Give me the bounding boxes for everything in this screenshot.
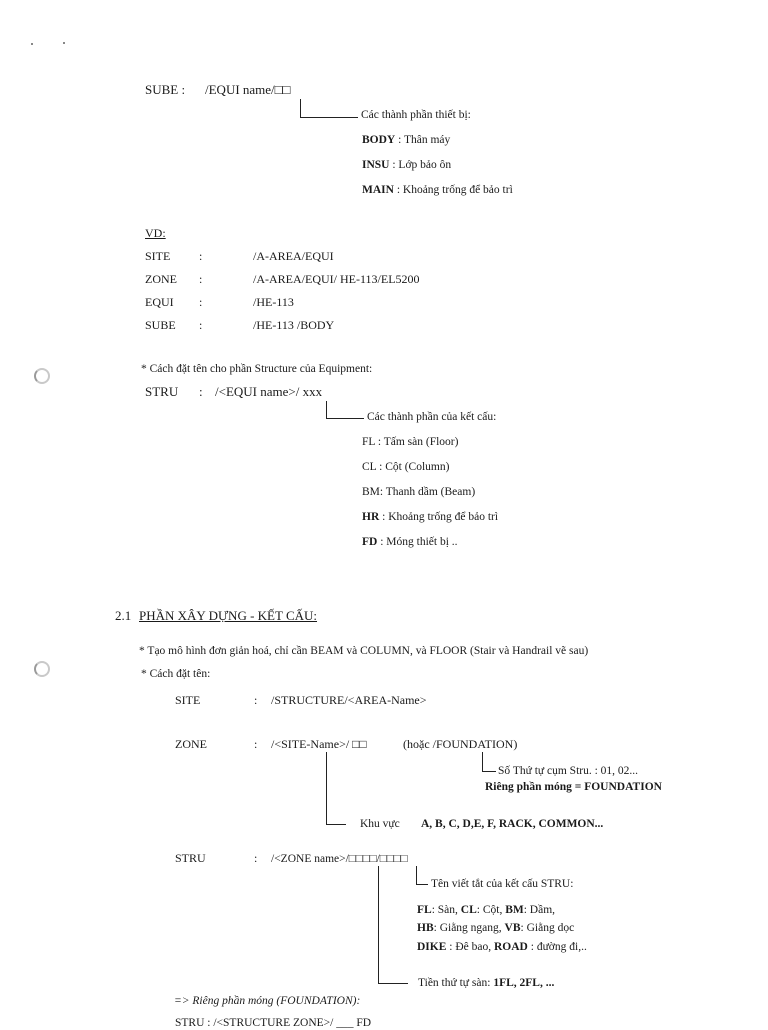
zone-foundation-note: Riêng phần móng = FOUNDATION bbox=[485, 781, 662, 793]
example-sep: : bbox=[199, 272, 203, 286]
cut-off-line: STRU : /<STRUCTURE ZONE>/ ___ FD bbox=[175, 1017, 372, 1029]
section-note-simplify: * Tạo mô hình đơn giản hoá, chỉ cần BEAM và COLUMN, và FLOOR (Stair và Handrail vẽ sau) bbox=[139, 645, 589, 657]
stru-abbr-line: HB: Giằng ngang, VB: Giằng dọc bbox=[417, 922, 575, 934]
stru-equip-item: CL : Cột (Column) bbox=[362, 461, 450, 473]
example-key: EQUI bbox=[145, 295, 174, 309]
sube-bracket-horizontal bbox=[300, 117, 358, 118]
example-value: /HE-113 /BODY bbox=[253, 318, 335, 332]
example-value: /HE-113 bbox=[253, 295, 294, 309]
zone-key: ZONE bbox=[175, 737, 207, 751]
stru-abbr-line: FL: Sàn, CL: Cột, BM: Dầm, bbox=[417, 904, 556, 916]
sube-pattern: /EQUI name/□□ bbox=[205, 82, 291, 97]
stru-value: /<ZONE name>/□□□□/□□□□ bbox=[271, 853, 408, 865]
stru-abbr-bracket-vertical bbox=[416, 866, 417, 885]
stru-equip-sep: : bbox=[199, 384, 203, 399]
stru-sep: : bbox=[254, 851, 258, 865]
stru-abbr-title: Tên viết tắt của kết cấu STRU: bbox=[431, 878, 574, 890]
stru-floor-bracket-horizontal bbox=[378, 983, 408, 984]
example-key: ZONE bbox=[145, 272, 177, 286]
zone-area-bracket-vertical bbox=[326, 752, 327, 825]
example-value: /A-AREA/EQUI/ HE-113/EL5200 bbox=[253, 272, 420, 286]
example-key: SITE bbox=[145, 249, 171, 263]
stru-equip-item: BM: Thanh dầm (Beam) bbox=[362, 486, 476, 498]
stru-floor-bracket-vertical bbox=[378, 866, 379, 984]
stru-equip-item: HR : Khoảng trống để bảo trì bbox=[362, 511, 499, 523]
binder-hole bbox=[34, 368, 50, 384]
sube-label: SUBE : bbox=[145, 82, 186, 97]
section-note-naming: * Cách đặt tên: bbox=[141, 668, 211, 680]
stru-abbr-bracket-horizontal bbox=[416, 884, 428, 885]
zone-area-bracket-horizontal bbox=[326, 824, 346, 825]
zone-order-note: Số Thứ tự cụm Stru. : 01, 02... bbox=[498, 765, 639, 777]
scan-speck bbox=[31, 43, 33, 45]
stru-equip-note: * Cách đặt tên cho phần Structure của Equipment: bbox=[141, 363, 373, 375]
example-value: /A-AREA/EQUI bbox=[253, 249, 334, 263]
stru-key: STRU bbox=[175, 851, 206, 865]
sube-item: INSU : Lớp bảo ôn bbox=[362, 159, 452, 171]
example-sep: : bbox=[199, 295, 203, 309]
example-heading: VD: bbox=[145, 226, 166, 240]
example-key: SUBE bbox=[145, 318, 176, 332]
site-key: SITE bbox=[175, 693, 201, 707]
sube-components-title: Các thành phần thiết bị: bbox=[361, 109, 471, 121]
stru-equip-bracket-horizontal bbox=[326, 418, 364, 419]
zone-area-values: A, B, C, D,E, F, RACK, COMMON... bbox=[421, 818, 604, 830]
sube-bracket-vertical bbox=[300, 99, 301, 118]
example-sep: : bbox=[199, 249, 203, 263]
zone-order-bracket-horizontal bbox=[482, 771, 496, 772]
zone-area-label: Khu vực bbox=[360, 818, 400, 830]
zone-order-bracket-vertical bbox=[482, 752, 483, 772]
binder-hole bbox=[34, 661, 50, 677]
section-number: 2.1 bbox=[115, 608, 132, 623]
stru-abbr-line: DIKE : Đê bao, ROAD : đường đi,.. bbox=[417, 941, 587, 953]
zone-sep: : bbox=[254, 737, 258, 751]
site-value: /STRUCTURE/<AREA-Name> bbox=[271, 693, 427, 707]
stru-equip-pattern: /<EQUI name>/ xxx bbox=[215, 384, 323, 399]
stru-equip-item: FD : Móng thiết bị .. bbox=[362, 536, 458, 548]
stru-equip-components-title: Các thành phần của kết cấu: bbox=[367, 411, 497, 423]
zone-alt: (hoặc /FOUNDATION) bbox=[403, 737, 518, 751]
stru-equip-item: FL : Tấm sàn (Floor) bbox=[362, 436, 459, 448]
sube-item: BODY : Thân máy bbox=[362, 134, 451, 146]
stru-floor-note: Tiền thứ tự sàn: 1FL, 2FL, ... bbox=[418, 977, 555, 989]
section-title: PHẦN XÂY DỰNG - KẾT CẤU: bbox=[139, 608, 318, 623]
scan-speck bbox=[63, 42, 65, 44]
zone-value: /<SITE-Name>/ □□ bbox=[271, 737, 367, 751]
example-sep: : bbox=[199, 318, 203, 332]
sube-item: MAIN : Khoảng trống để bảo trì bbox=[362, 184, 513, 196]
stru-equip-label: STRU bbox=[145, 384, 179, 399]
site-sep: : bbox=[254, 693, 258, 707]
foundation-note: => Riêng phần móng (FOUNDATION): bbox=[174, 995, 361, 1007]
stru-equip-bracket-vertical bbox=[326, 401, 327, 419]
